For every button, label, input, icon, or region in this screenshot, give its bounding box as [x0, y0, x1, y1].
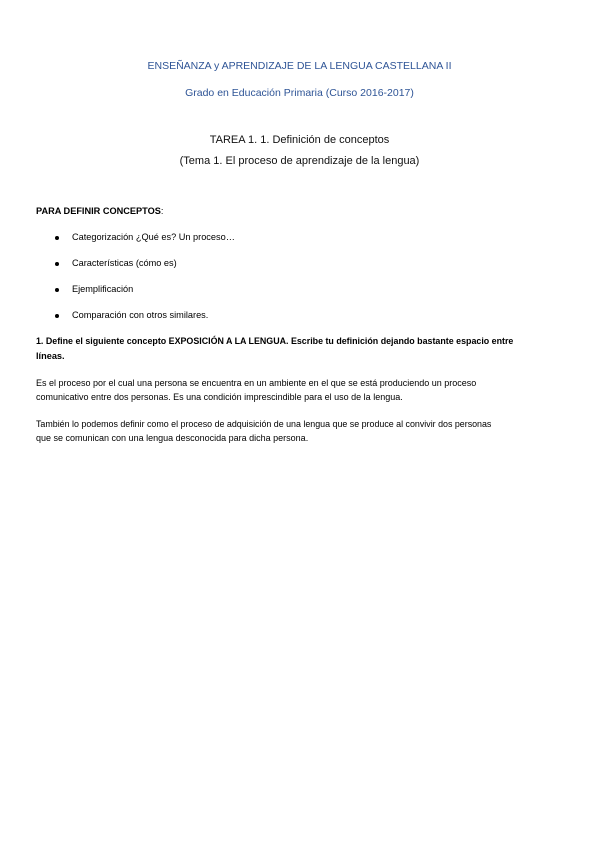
answer-paragraph-1-line-1: Es el proceso por el cual una persona se encuentra en un ambiente en el que se está produciendo un proceso [36, 378, 477, 388]
question-line-2: líneas. [36, 351, 65, 361]
section-heading [36, 205, 163, 219]
question-line-1: 1. Define el siguiente concepto EXPOSICIÓN A LA LENGUA. Escribe tu definición dejando bastante espacio entre [36, 336, 514, 346]
bullet-dot [55, 262, 59, 266]
task-title: TAREA 1. 1. Definición de conceptos [209, 134, 390, 146]
course-degree: Grado en Educación Primaria (Curso 2016-2017) [185, 87, 414, 99]
task-subtitle: (Tema 1. El proceso de aprendizaje de la lengua) [179, 155, 420, 167]
answer-paragraph-2-line-2: que se comunican con una lengua desconocida para dicha persona. [36, 433, 309, 443]
course-title: ENSEÑANZA y APRENDIZAJE DE LA LENGUA CASTELLANA II [147, 60, 452, 72]
bullet-item: Ejemplificación [72, 284, 134, 294]
bullet-dot [55, 236, 59, 240]
answer-paragraph-2-line-1: También lo podemos definir como el proceso de adquisición de una lengua que se produce al convivir dos personas [36, 419, 492, 429]
bullet-item: Características (cómo es) [72, 258, 177, 268]
answer-paragraph-1-line-2: comunicativo entre dos personas. Es una condición imprescindible para el uso de la lengua. [36, 392, 403, 402]
bullet-dot [55, 288, 59, 292]
section-heading-colon: : [160, 206, 164, 216]
bullet-item: Comparación con otros similares. [72, 310, 209, 320]
bullet-item: Categorización ¿Qué es? Un proceso… [72, 232, 235, 242]
bullet-dot [55, 314, 59, 318]
section-heading-text: PARA DEFINIR CONCEPTOS [36, 206, 161, 216]
